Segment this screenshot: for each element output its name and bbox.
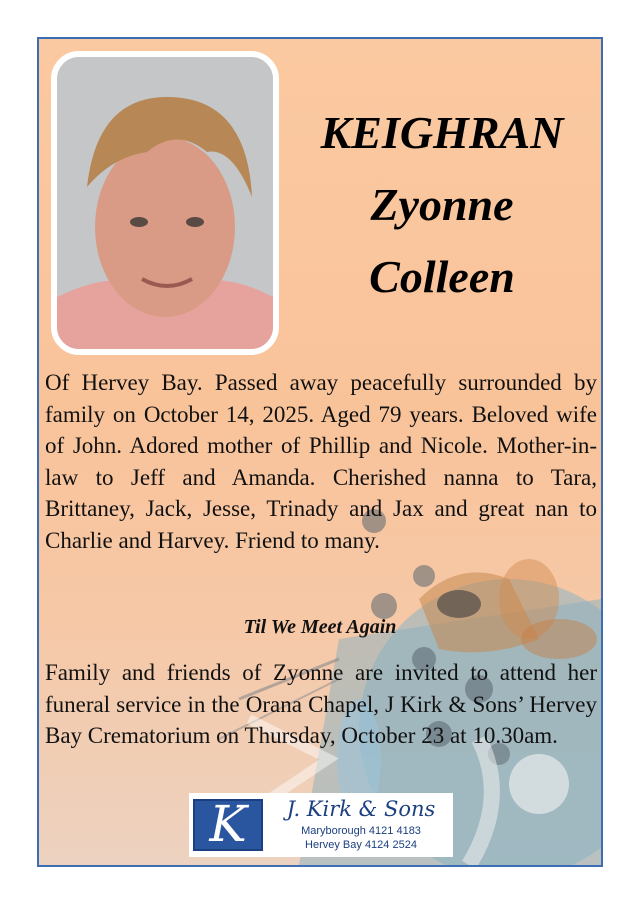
funeral-details-paragraph: Family and friends of Zyonne are invited to attend her funeral service in the Orana Chapel, J Kirk & Sons’ Hervey Bay Crematorium on Thursday, October 23 at 10.30am. xyxy=(45,660,597,748)
funeral-home-logo xyxy=(189,793,453,857)
logo-phone-maryborough: Maryborough 4121 4183 xyxy=(301,825,421,837)
logo-name: J. Kirk & Sons xyxy=(286,797,436,821)
logo-phone-hervey-bay: Hervey Bay 4124 2524 xyxy=(305,839,417,851)
logo-mark-letter: K xyxy=(209,795,247,853)
motto: Til We Meet Again xyxy=(243,616,397,638)
deceased-name xyxy=(287,97,597,313)
first-name: Zyonne xyxy=(370,179,514,230)
notice-frame xyxy=(37,37,603,867)
logo-mark xyxy=(193,795,263,853)
surname: KEIGHRAN xyxy=(320,107,564,158)
obituary-paragraph: Of Hervey Bay. Passed away peacefully surrounded by family on October 14, 2025. Aged 79 years. Beloved wife of John. Adored mother of Phillip and Nicole. Mother-in-law to Jeff and Amanda. Cherished nanna to Tara, Brittaney, Jack, Jesse, Trinady and Jax and great nan to Charlie and Harvey. Friend to many. xyxy=(45,370,597,553)
portrait-photo xyxy=(51,51,279,355)
middle-name: Colleen xyxy=(369,251,515,302)
